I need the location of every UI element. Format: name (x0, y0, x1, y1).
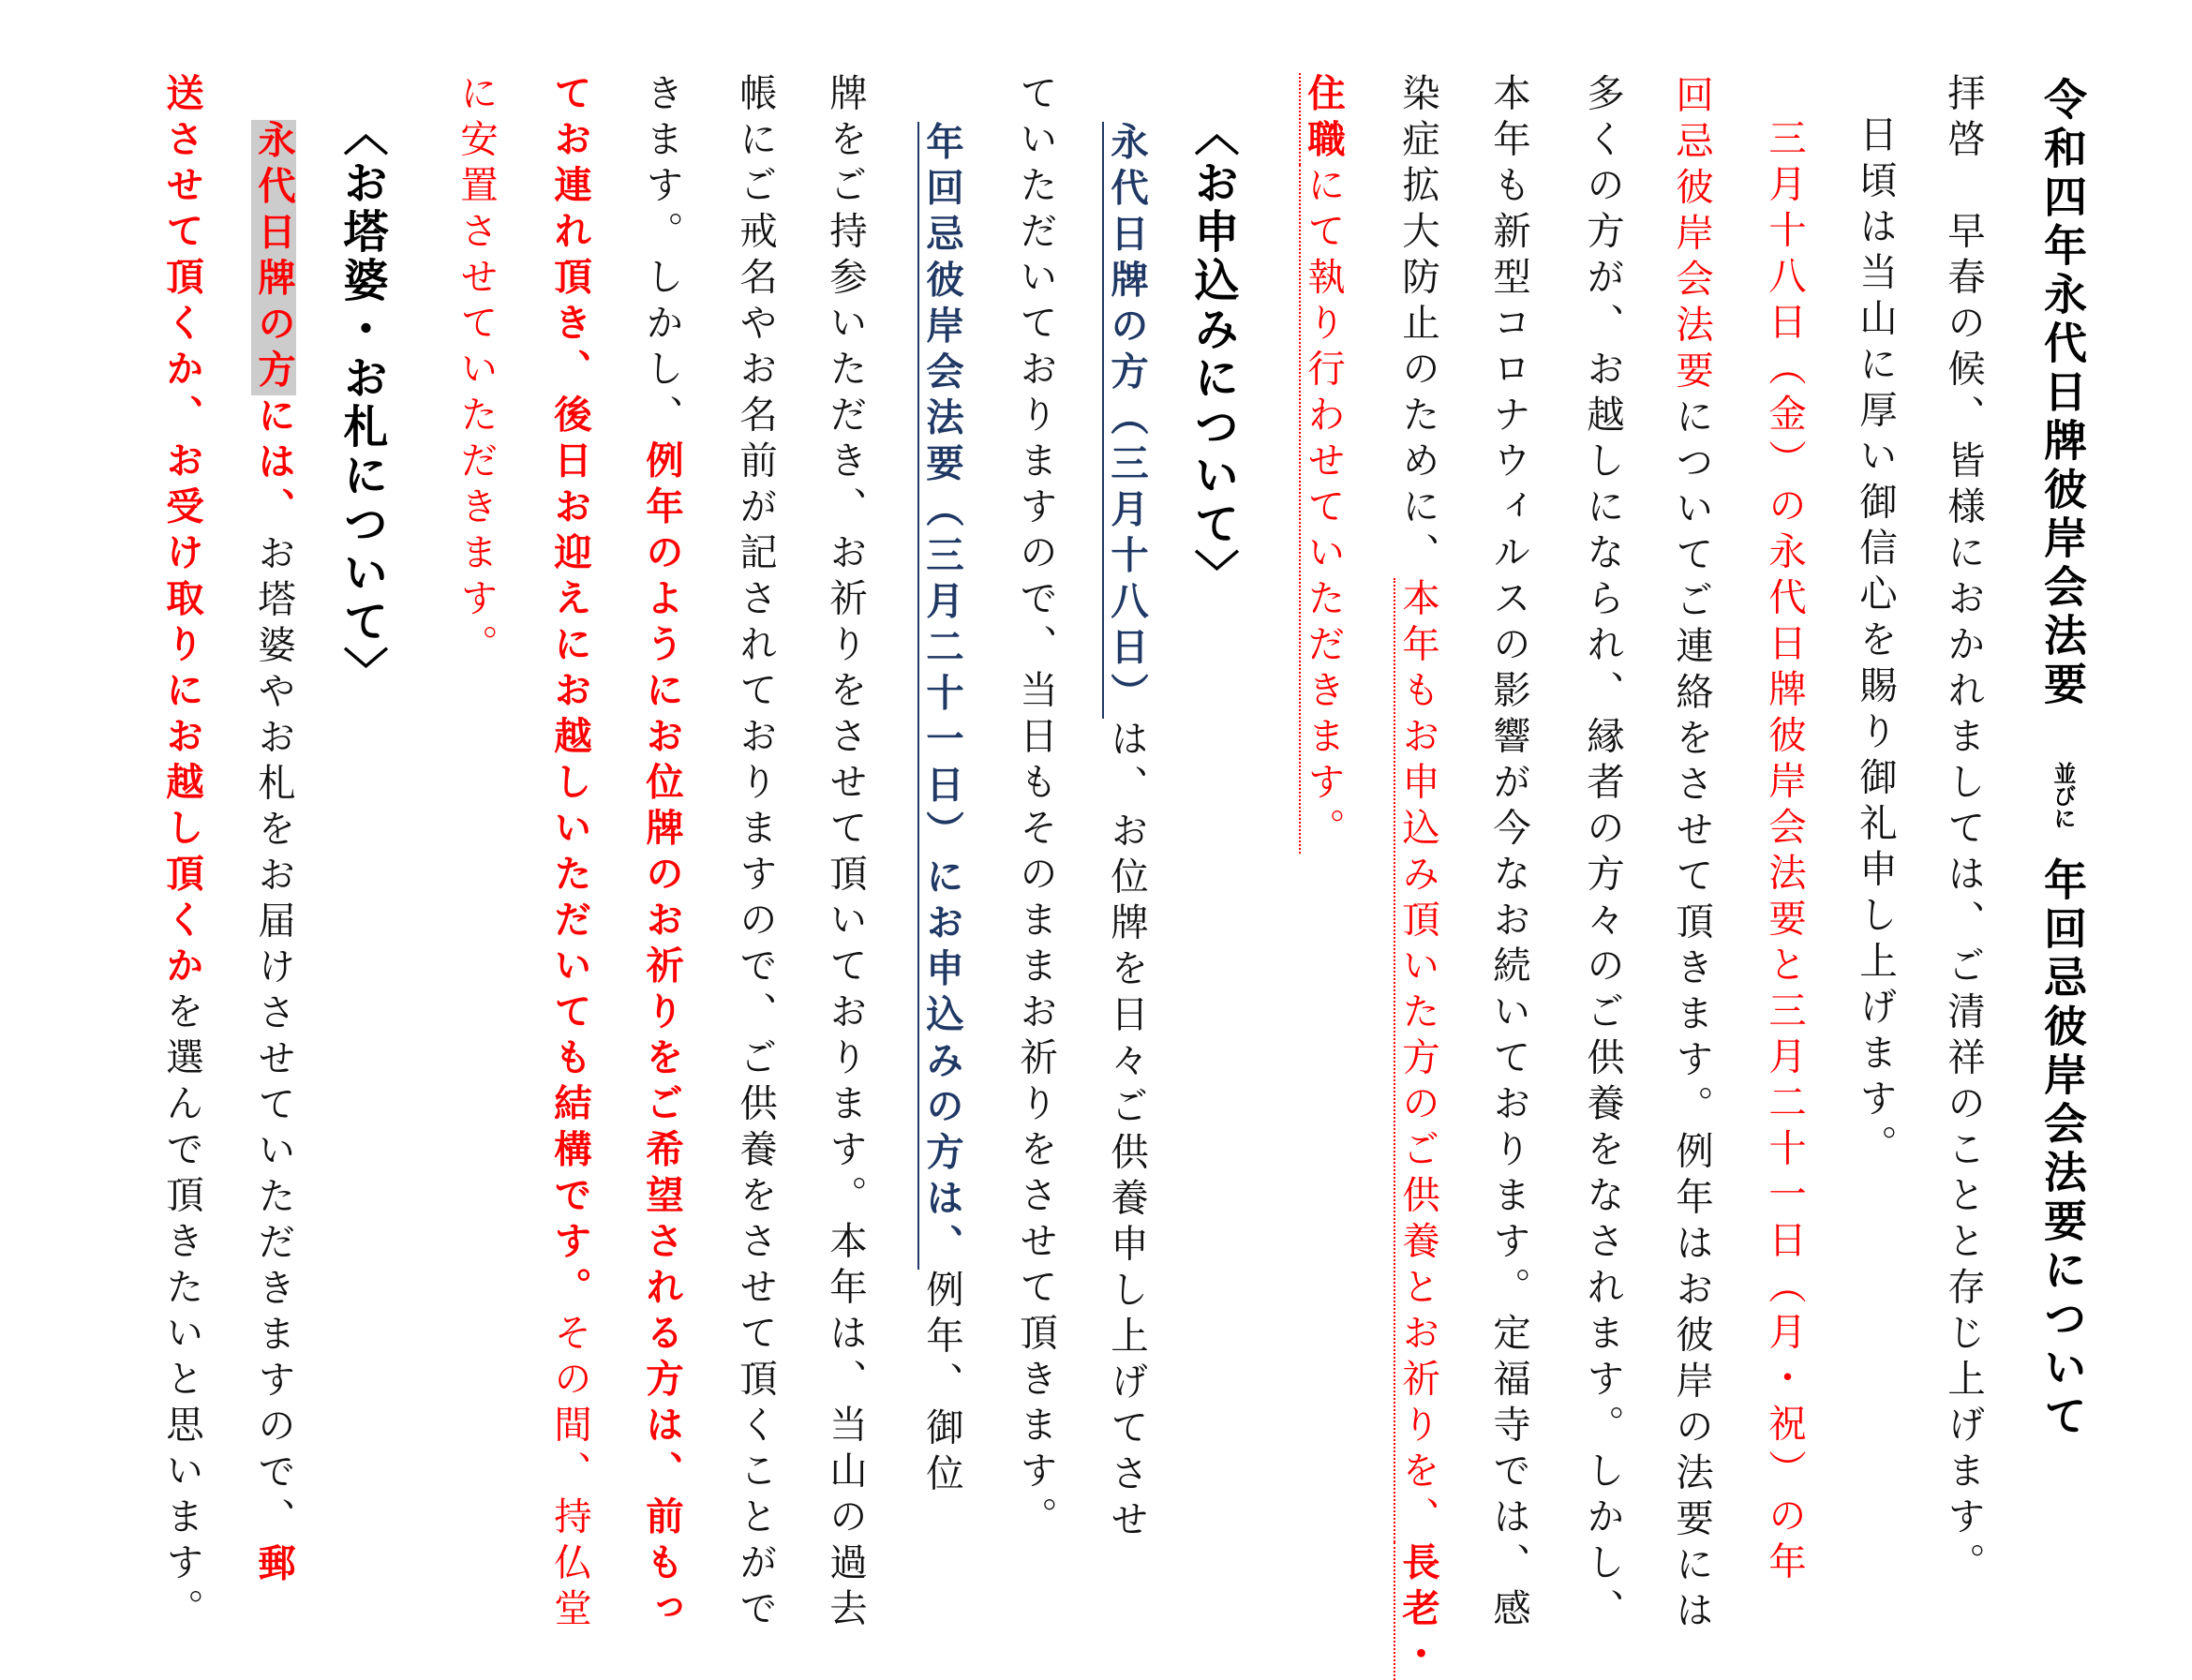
body-line-1: 拝啓 早春の候、皆様におかれましては、ご清祥のことと存じ上げます。 (1941, 73, 1986, 1588)
body-line-4: 回忌彼岸会法要についてご連絡をさせて頂きます。例年はお彼岸の法要には (1669, 75, 1714, 1636)
eitai-nippai-highlight: 永代日牌の方 (251, 120, 296, 395)
s2-line-2: 送させて頂くか、お受け取りにお越し頂くかを選んで頂きたいと思います。 (159, 73, 204, 1634)
s1-line-5: 帳にご戒名やお名前が記されておりますので、ご供養をさせて頂くことがで (733, 73, 778, 1634)
s1-line-1: 永代日牌の方（三月十八日）は、お位牌を日々ご供養申し上げてさせ (1104, 122, 1149, 1545)
jushoku-label: 住職 (1301, 73, 1346, 165)
body-line-5: 多くの方が、お越しになられ、縁者の方々のご供養をなされます。しかし、 (1580, 73, 1625, 1634)
s1-line-2: ていただいておりますので、当日もそのままお祈りをさせて頂きます。 (1013, 73, 1058, 1542)
nenkaiki-application-label: 年回忌彼岸会法要（三月二十一日）にお申込みの方は、 (919, 122, 964, 1270)
s1-line-4: 牌をご持参いただき、お祈りをさせて頂いております。本年は、当山の過去 (823, 73, 868, 1634)
red-note-span: 本年もお申込み頂いた方のご供養とお祈りを、 (1395, 578, 1440, 1542)
section-heading-application: 〈お申込みについて〉 (1186, 111, 1239, 598)
body-line-6: 本年も新型コロナウィルスの影響が今なお続いております。定福寺では、感 (1486, 73, 1531, 1634)
title-main: 令和四年永代日牌彼岸会法要 (2037, 77, 2088, 710)
eitai-nippai-label: 永代日牌の方（三月十八日） (1104, 122, 1149, 719)
ihai-wish-note: 例年のようにお位牌のお祈りをご希望される方は、前もっ (639, 440, 684, 1634)
s1-line-3: 年回忌彼岸会法要（三月二十一日）にお申込みの方は、例年、御位 (919, 122, 964, 1499)
pickup-note: てお連れ頂き、後日お迎えにお越しいただいても結構です。 (547, 73, 592, 1313)
title-sub: 年回忌彼岸会法要について (2037, 857, 2088, 1442)
title-narabini: 並びに (2050, 762, 2077, 829)
body-line-7: 染症拡大防止のために、本年もお申込み頂いた方のご供養とお祈りを、長老・ (1395, 73, 1440, 1680)
s2-line-1: 永代日牌の方には、お塔婆やお札をお届けさせていただきますので、郵 (251, 120, 296, 1589)
page-title (2035, 77, 2091, 1442)
body-line-2: 日頃は当山に厚い御信心を賜り御礼申し上げます。 (1853, 114, 1898, 1170)
section-heading-toba: 〈お塔婆・お札について〉 (336, 111, 388, 695)
mail-or-pickup-note: 送させて頂くか、お受け取りにお越し頂くか (159, 73, 204, 991)
s1-line-6: きます。しかし、例年のようにお位牌のお祈りをご希望される方は、前もっ (639, 73, 684, 1634)
chouro-label: 長老・ (1395, 1542, 1440, 1680)
body-line-8: 住職にて執り行わせていただきます。 (1301, 73, 1346, 854)
body-line-3: 三月十八日（金）の永代日牌彼岸会法要と三月二十一日（月・祝）の年 (1762, 118, 1807, 1587)
s1-line-7: てお連れ頂き、後日お迎えにお越しいただいても結構です。その間、持仏堂 (547, 73, 592, 1634)
nenkaiki-label: 回忌彼岸会法要 (1669, 75, 1714, 396)
s1-line-8: に安置させていただきます。 (454, 73, 499, 670)
